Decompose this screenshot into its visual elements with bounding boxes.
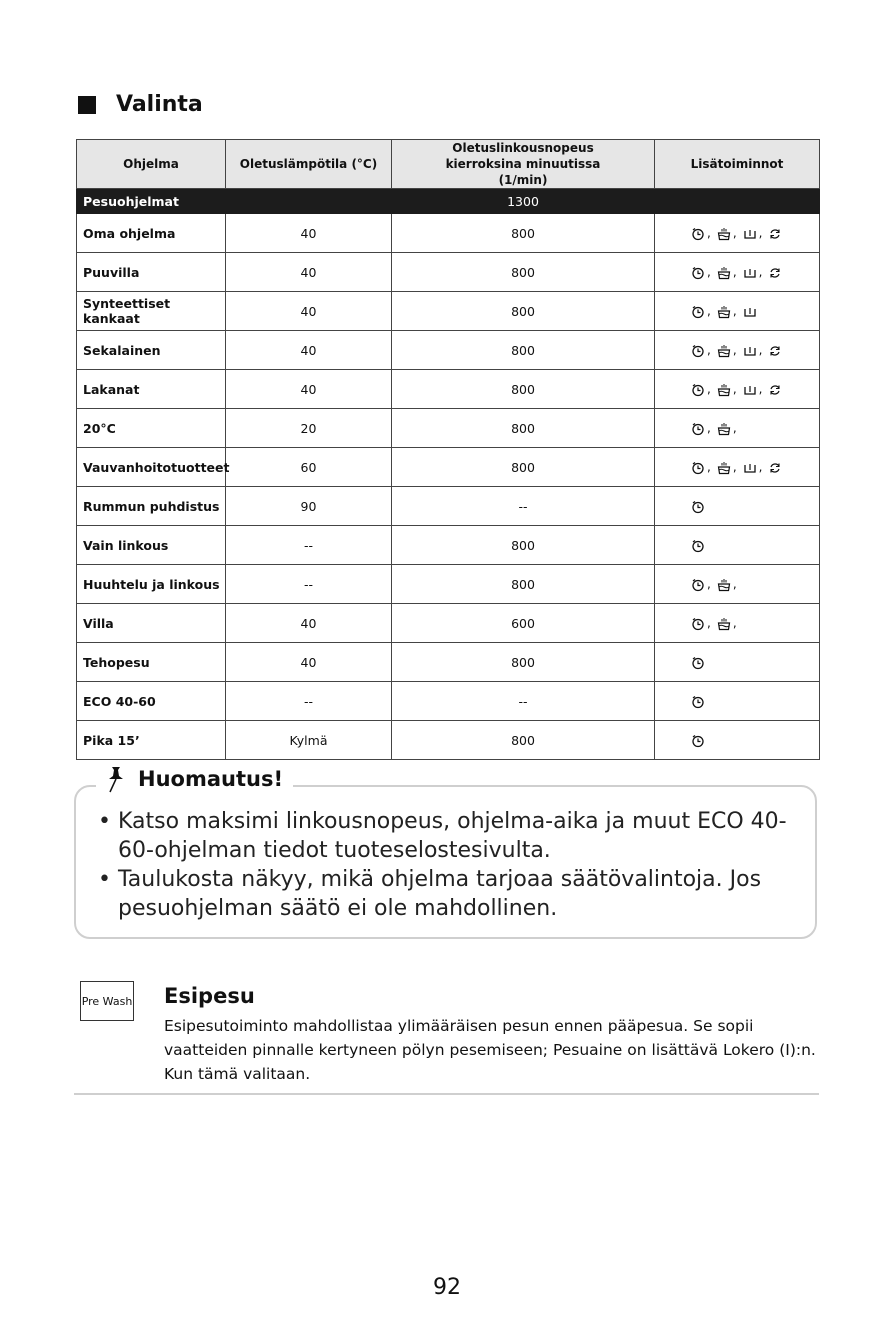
program-spin-speed: 800 — [392, 526, 655, 565]
program-spin-speed: 800 — [392, 409, 655, 448]
program-spin-speed: 600 — [392, 604, 655, 643]
program-temperature: -- — [226, 526, 392, 565]
table-row — [77, 331, 820, 370]
rinse-icon — [743, 225, 757, 241]
square-bullet-icon — [78, 96, 96, 114]
program-temperature: Kylmä — [226, 721, 392, 760]
timer-icon — [691, 420, 705, 436]
program-temperature: 40 — [226, 331, 392, 370]
group-speed: 1300 — [392, 189, 655, 214]
header-program: Ohjelma — [77, 140, 226, 189]
program-options: , , — [655, 409, 820, 448]
table-row — [77, 409, 820, 448]
prewash-button[interactable]: Pre Wash — [80, 981, 134, 1021]
table-row — [77, 721, 820, 760]
program-temperature: 40 — [226, 370, 392, 409]
timer-icon — [691, 225, 705, 241]
spin-icon — [768, 342, 782, 358]
rinse-icon — [743, 342, 757, 358]
table-row — [77, 643, 820, 682]
program-name: Sekalainen — [77, 331, 226, 370]
program-spin-speed: -- — [392, 682, 655, 721]
table-row — [77, 604, 820, 643]
pushpin-icon — [106, 765, 126, 793]
program-options — [655, 682, 820, 721]
group-name: Pesuohjelmat — [77, 189, 226, 214]
soak-icon — [717, 342, 731, 358]
header-options: Lisätoiminnot — [655, 140, 820, 189]
timer-icon — [691, 459, 705, 475]
program-temperature: -- — [226, 682, 392, 721]
soak-icon — [717, 225, 731, 241]
program-spin-speed: 800 — [392, 370, 655, 409]
timer-icon — [691, 498, 705, 514]
timer-icon — [691, 342, 705, 358]
timer-icon — [691, 303, 705, 319]
table-header-row — [77, 140, 820, 189]
spin-icon — [768, 459, 782, 475]
program-options: , , , — [655, 370, 820, 409]
timer-icon — [691, 264, 705, 280]
note-item: • Katso maksimi linkousnopeus, ohjelma-aika ja muut ECO 40-60-ohjelman tiedot tuoteselostesivulta. — [98, 809, 787, 863]
program-spin-speed: 800 — [392, 565, 655, 604]
table-row — [77, 526, 820, 565]
rinse-icon — [743, 264, 757, 280]
rinse-icon — [743, 459, 757, 475]
program-options: , , , — [655, 448, 820, 487]
program-options — [655, 526, 820, 565]
soak-icon — [717, 420, 731, 436]
table-row — [77, 487, 820, 526]
program-temperature: 40 — [226, 292, 392, 331]
note-list — [94, 807, 794, 923]
program-name: Villa — [77, 604, 226, 643]
note-title: Huomautus! — [138, 767, 284, 791]
timer-icon — [691, 732, 705, 748]
program-table — [76, 139, 820, 760]
program-spin-speed: 800 — [392, 253, 655, 292]
program-spin-speed: 800 — [392, 331, 655, 370]
program-temperature: 40 — [226, 214, 392, 253]
program-name: Vauvanhoitotuotteet — [77, 448, 226, 487]
program-options: , , , — [655, 214, 820, 253]
rinse-icon — [743, 303, 757, 319]
program-spin-speed: 800 — [392, 448, 655, 487]
program-name: Lakanat — [77, 370, 226, 409]
table-row — [77, 253, 820, 292]
program-temperature: 40 — [226, 253, 392, 292]
group-row — [77, 189, 820, 214]
timer-icon — [691, 615, 705, 631]
program-name: Synteettiset kankaat — [77, 292, 226, 331]
header-temperature: Oletuslämpötila (°C) — [226, 140, 392, 189]
table-row — [77, 565, 820, 604]
section-title: Valinta — [116, 92, 203, 117]
soak-icon — [717, 459, 731, 475]
spin-icon — [768, 381, 782, 397]
program-spin-speed: 800 — [392, 721, 655, 760]
program-spin-speed: 800 — [392, 643, 655, 682]
rinse-icon — [743, 381, 757, 397]
divider — [74, 1093, 819, 1095]
program-temperature: 40 — [226, 604, 392, 643]
soak-icon — [717, 576, 731, 592]
program-options: , , , — [655, 253, 820, 292]
soak-icon — [717, 303, 731, 319]
timer-icon — [691, 537, 705, 553]
prewash-description: Esipesutoiminto mahdollistaa ylimääräisen pesun ennen pääpesua. Se sopii vaatteiden pinnalle kertyneen pölyn pesemiseen; Pesuaine on lisättävä Lokero (I):n. Kun tämä valitaan. — [164, 1017, 816, 1083]
program-name: Oma ohjelma — [77, 214, 226, 253]
program-options: , , , — [655, 331, 820, 370]
timer-icon — [691, 693, 705, 709]
program-temperature: 90 — [226, 487, 392, 526]
prewash-title: Esipesu — [164, 984, 255, 1008]
header-spin-speed: Oletuslinkousnopeus kierroksina minuutissa (1/min) — [392, 140, 655, 189]
program-spin-speed: 800 — [392, 292, 655, 331]
note-item: • Taulukosta näkyy, mikä ohjelma tarjoaa säätövalintoja. Jos pesuohjelman säätö ei ole mahdollinen. — [98, 867, 762, 921]
program-options — [655, 487, 820, 526]
program-options — [655, 643, 820, 682]
program-name: Rummun puhdistus — [77, 487, 226, 526]
table-row — [77, 292, 820, 331]
program-name: Puuvilla — [77, 253, 226, 292]
program-temperature: 60 — [226, 448, 392, 487]
spin-icon — [768, 264, 782, 280]
timer-icon — [691, 654, 705, 670]
program-spin-speed: 800 — [392, 214, 655, 253]
program-options — [655, 721, 820, 760]
program-temperature: 40 — [226, 643, 392, 682]
timer-icon — [691, 576, 705, 592]
note-box — [74, 785, 817, 939]
program-name: Huuhtelu ja linkous — [77, 565, 226, 604]
program-options: , , — [655, 565, 820, 604]
table-row — [77, 682, 820, 721]
soak-icon — [717, 381, 731, 397]
program-temperature: 20 — [226, 409, 392, 448]
soak-icon — [717, 264, 731, 280]
soak-icon — [717, 615, 731, 631]
table-row — [77, 370, 820, 409]
section-heading — [78, 92, 203, 117]
program-temperature: -- — [226, 565, 392, 604]
program-name: Pika 15’ — [77, 721, 226, 760]
program-name: Vain linkous — [77, 526, 226, 565]
table-row — [77, 214, 820, 253]
program-options: , , — [655, 604, 820, 643]
timer-icon — [691, 381, 705, 397]
spin-icon — [768, 225, 782, 241]
program-options: , , — [655, 292, 820, 331]
program-name: ECO 40-60 — [77, 682, 226, 721]
table-row — [77, 448, 820, 487]
page-number: 92 — [433, 1275, 461, 1300]
note-header — [96, 765, 293, 793]
program-name: 20°C — [77, 409, 226, 448]
program-name: Tehopesu — [77, 643, 226, 682]
program-spin-speed: -- — [392, 487, 655, 526]
